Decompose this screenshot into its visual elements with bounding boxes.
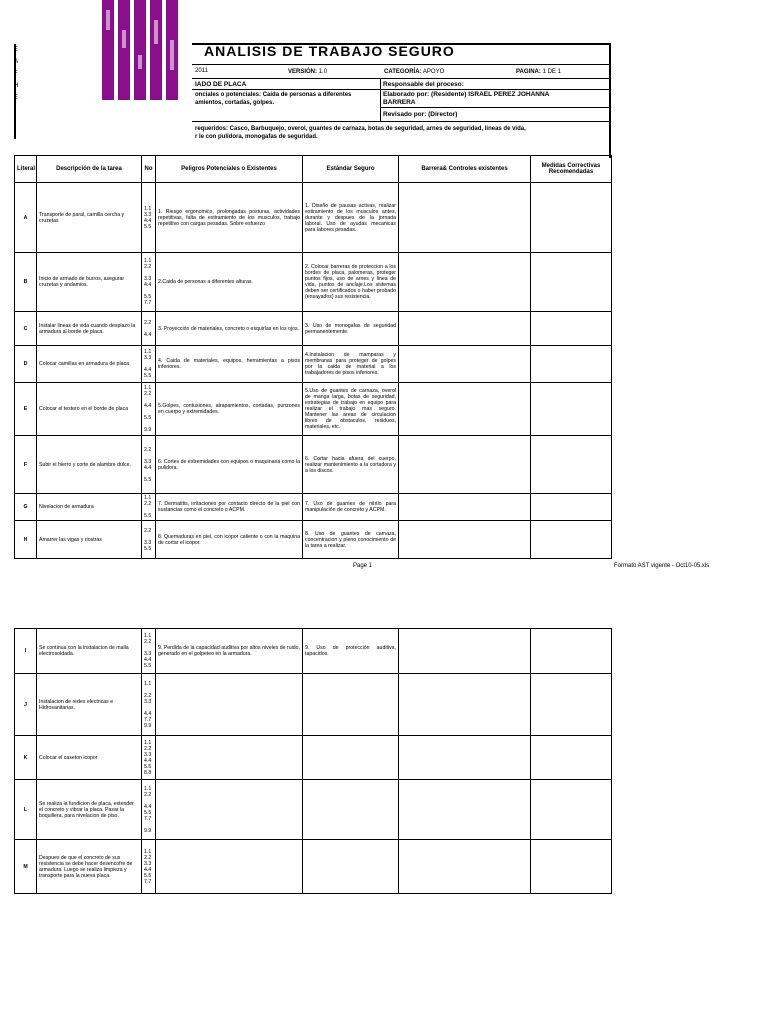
row-peligros: 7. Dermatitis, irritaciones por contacto directo de la piel con sustancias como el concreto o ACPM. [156,494,303,521]
row-literal: D [15,346,37,383]
right-rule [609,43,611,158]
row-peligros: 1. Riesgo ergonomico, prolongadas posturas, actividades repetitivas, falta de estiramiento de los musculos, trabajo repetitivo con cargas pesadas. Sobre esfuerzo [156,183,303,253]
row-numbers: 1.1 3.3 4.4 5.5 [142,346,156,383]
row-description: Colocar camillas en armadura de placa [37,346,142,383]
rule [192,78,611,79]
row-peligros: 3. Proyección de materiales, concreto o esquirlas en los ojos. [156,312,303,346]
row-numbers: 1.1 2.2 3.3 4.4 5.5 7.7 [142,253,156,312]
row-peligros: 2.Caida de personas a diferentes alturas. [156,253,303,312]
row-description: Colocar el caseton icopor [37,736,142,780]
col-estandar: Estándar Seguro [303,156,399,183]
elaborated-by [383,91,608,107]
table-row [15,840,612,894]
row-numbers: 1.1 3.3 4.4 5.5 [142,183,156,253]
row-literal: F [15,436,37,494]
row-peligros [156,736,303,780]
row-description: Colocar el testero en el borde de placa [37,383,142,436]
row-medidas [531,253,612,312]
footer-page: Page 1 [353,563,373,569]
row-peligros: 5.Golpes, contusiones, atrapamientos, cortadas, punzones en cuerpo y extremidades. [156,383,303,436]
hazards-summary [195,91,380,107]
page-label: PAGINA: [516,69,541,75]
row-description: Despues de que el concreto de sus resistencia se debe hacer desencofre de armadura. Luego se realiza limpieza y transporte para la nueva placa. [37,840,142,894]
row-literal: I [15,629,37,674]
row-description: Instalar lineas de vida cuando desplazo la armadura al borde de placa. [37,312,142,346]
row-barreras [399,183,531,253]
row-numbers: 1.1 2.2 3.3 4.4 7.7 9.9 [142,674,156,736]
row-medidas [531,780,612,840]
row-peligros [156,780,303,840]
required-ppe [195,125,607,141]
version-field [288,69,327,75]
row-estandar [303,780,399,840]
side-rule [14,44,16,139]
row-description: Instalacion de redes electricas e Hidrosanitarias. [37,674,142,736]
table-header-row [15,156,612,183]
row-barreras [399,780,531,840]
row-description: Se continua con la instalacion de malla electrosoldada. [37,629,142,674]
row-description: Inicio de armado de burros, asegurar cruzetas y andamios. [37,253,142,312]
row-literal: H [15,521,37,559]
row-medidas [531,494,612,521]
table-row [15,436,612,494]
footer-format: Formato AST vigente - Oct10-05.xls [614,563,710,569]
row-numbers: 1.1 2.2 3.3 4.4 5.5 8.8 [142,736,156,780]
required-line: requeridos: Casco, Barbuquejo, overol, guantes de carnaza, botas de seguridad, arnes de seguridad, lineas de vida, [195,126,526,132]
row-barreras [399,436,531,494]
responsible-label: Responsable del proceso: [383,81,464,88]
row-peligros: 6. Cortes de extremidades con equipos o maquinaria como la pulidora. [156,436,303,494]
row-barreras [399,312,531,346]
row-literal: C [15,312,37,346]
row-description: Se realiza la fundicion de placa, extender el concreto y vibrar la placa. Pasar la boquillera, para nivelacion de piso. [37,780,142,840]
row-numbers: 1.1 2.2 4.4 5.5 9.9 [142,383,156,436]
table-row [15,494,612,521]
row-barreras [399,494,531,521]
row-barreras [399,629,531,674]
row-numbers: 2.2 3.3 4.4 5.5 [142,436,156,494]
rule [192,64,611,65]
row-medidas [531,346,612,383]
row-description: Nivelacion de armadura [37,494,142,521]
row-barreras [399,840,531,894]
row-literal: A [15,183,37,253]
row-barreras [399,521,531,559]
row-medidas [531,521,612,559]
table-row [15,312,612,346]
col-barreras: Barrera& Controles existentes [399,156,531,183]
row-estandar: 9. Uso de protección auditiva, tapacidos. [303,629,399,674]
row-estandar: 4.Instalacion de mamparas y membranas para proteger de golpes por la caida de material a los trabajadores de pisos inferiores. [303,346,399,383]
col-medidas: Medidas Correctivas Recomendadas [531,156,612,183]
row-estandar: 2. Colocar barreras de proteccion a los bordes de placa, palomeras, proteger puntos fijos, uso de arnes y linea de vida, puntos de anclaje.Los sistemas deben ser certificados o haber probado (ensayados) sus resistencia. [303,253,399,312]
row-description: Amarrer las vigas y riostras [37,521,142,559]
row-barreras [399,383,531,436]
rule [192,89,611,90]
row-literal: M [15,840,37,894]
row-peligros: 8. Quemaduras en piel, con icopor caliente o con la maquina de cortar el icopor. [156,521,303,559]
row-literal: L [15,780,37,840]
side-letter: E [14,47,19,53]
page-value: 1 DE 1 [542,69,561,75]
row-barreras [399,253,531,312]
row-peligros [156,674,303,736]
row-literal: K [15,736,37,780]
side-letter: H [14,83,19,89]
rule [192,121,611,122]
row-medidas [531,840,612,894]
row-barreras [399,674,531,736]
row-medidas [531,674,612,736]
col-descripcion: Descripción de la tarea [37,156,142,183]
table-row [15,183,612,253]
row-literal: E [15,383,37,436]
elaborated-line: Elaborado por: (Residente) ISRAEL PEREZ JOHANNA [383,91,550,98]
row-estandar: 5.Uso de guantes de carnaza, overol de manga larga, botas de seguridad, estrategias de trabajo en equipo para realizar el trabajo mas seguro. Mantener las areas de circulacion libres de obstaculos, residuos, materiales, etc. [303,383,399,436]
row-estandar: 7. Uso de guantes de nitrilo para manipulación de concreto y ACPM. [303,494,399,521]
category-field [384,69,444,75]
row-literal: J [15,674,37,736]
date-label: 2011 [195,68,208,74]
page-title: ANALISIS DE TRABAJO SEGURO [204,43,455,59]
reviewed-by: Revisado por: (Director) [383,111,458,118]
row-numbers: 1.1 2.2 3.3 4.4 5.5 [142,629,156,674]
row-medidas [531,736,612,780]
row-barreras [399,346,531,383]
row-estandar: 3. Uso de monogafas de seguridad permanentemente. [303,312,399,346]
table-row [15,780,612,840]
activity-name: IADO DE PLACA [195,81,247,88]
col-peligros: Peligros Potenciales o Existentes [156,156,303,183]
table-row [15,736,612,780]
table-row [15,629,612,674]
table-row [15,674,612,736]
elaborated-line: BARRERA [383,99,416,106]
row-estandar: 6. Cortar hacia afuera del cuerpo, realizar mantenimiento a la cortadora y a los discos. [303,436,399,494]
logo-graphic [100,0,190,100]
table-row [15,346,612,383]
table-row [15,253,612,312]
row-numbers: 1.1 2.2 3.3 4.4 5.5 7.7 [142,840,156,894]
row-medidas [531,183,612,253]
hazards-line: amientos, cortadas, golpes. [195,100,275,106]
row-numbers: 1.1 2.2 4.4 5.5 7.7 9.9 [142,780,156,840]
row-description: Subir el hierro y corte de alambre dulce. [37,436,142,494]
table-row [15,521,612,559]
table-body-page1 [15,183,612,559]
row-numbers: 2.2 3.3 5.5 [142,521,156,559]
company-logo [100,0,190,100]
table-body-page2 [15,629,612,894]
row-description: Transporte de paral, camilla cercha y cruzetas [37,183,142,253]
col-literal: Literal [15,156,37,183]
row-medidas [531,436,612,494]
row-medidas [531,383,612,436]
hazards-line: onciales o potenciales: Caída de personas a diferentes [195,92,352,98]
category-label: CATEGORÍA: [384,69,422,75]
page-field [516,69,561,75]
row-estandar [303,736,399,780]
table-row [15,383,612,436]
row-estandar: 8. Uso de guantes de carnaza, concentracion y pleno conocimiento de la tarea a realizar. [303,521,399,559]
row-numbers: 2.2 4.4 [142,312,156,346]
side-letter: A [14,59,19,65]
row-peligros [156,840,303,894]
row-barreras [399,736,531,780]
side-letter: F [14,71,18,77]
category-value: APOYO [422,69,445,75]
row-literal: B [15,253,37,312]
row-estandar [303,840,399,894]
rule [380,79,381,121]
rule [380,107,609,108]
required-line: r le con pulidora, monogafas de seguridad. [195,134,318,140]
row-medidas [531,629,612,674]
col-no: No [142,156,156,183]
ast-table-page1 [14,155,612,559]
version-value: 1.0 [318,69,328,75]
ast-table-page2 [14,628,612,894]
side-letter: E [14,95,19,101]
row-numbers: 1.1 2.2 5.5 [142,494,156,521]
row-literal: G [15,494,37,521]
version-label: VERSIÓN: [288,69,318,75]
row-estandar [303,674,399,736]
row-peligros: 4. Caida de materiales, equipos, herramientas a pisos inferiores. [156,346,303,383]
row-peligros: 9. Perdida de la capacidad auditiva por altos niveles de ruido, generado en el golpeteo en la armadura. [156,629,303,674]
row-estandar: 1. Diseño de pausas activas, realizar estiramiento de los musculos antes, durante y despues de la jornada laboral. Uso de ayudas mecanicas para labores pesadas. [303,183,399,253]
row-medidas [531,312,612,346]
